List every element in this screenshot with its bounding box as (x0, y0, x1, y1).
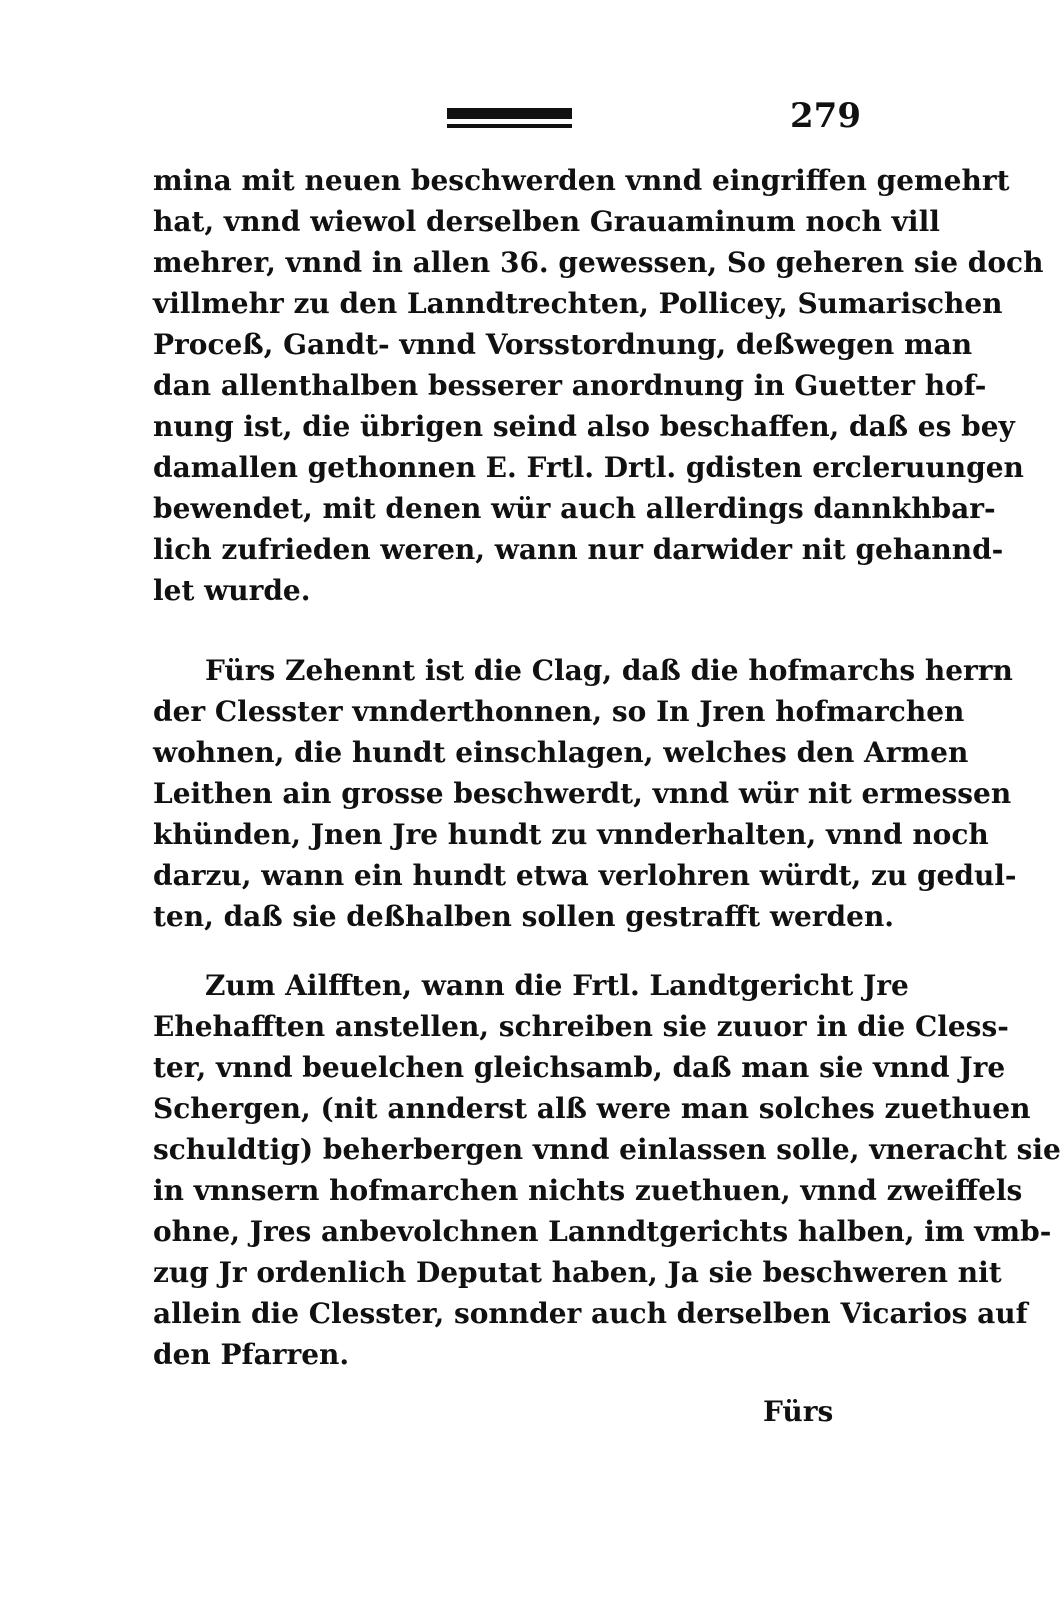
text-line: der Clesster vnnderthonnen, so In Jren hofmarchen (153, 695, 965, 728)
text-line: den Pfarren. (153, 1338, 350, 1371)
text-line: in vnnsern hofmarchen nichts zuethuen, vnnd zweiffels (153, 1174, 1023, 1207)
text-line: Ehehafften anstellen, schreiben sie zuuor in die Cless- (153, 1010, 1009, 1043)
text-line: schuldtig) beherbergen vnnd einlassen solle, vneracht sie (153, 1133, 1061, 1166)
text-line: mina mit neuen beschwerden vnnd eingriffen gemehrt (153, 164, 1010, 197)
text-line: mehrer, vnnd in allen 36. gewessen, So geheren sie doch (153, 246, 1044, 279)
text-line: hat, vnnd wiewol derselben Grauaminum noch vill (153, 205, 940, 238)
text-line: allein die Clesster, sonnder auch derselben Vicarios auf (153, 1297, 1028, 1330)
text-line: villmehr zu den Lanndtrechten, Pollicey, Sumarischen (153, 287, 1003, 320)
text-line: Proceß, Gandt- vnnd Vorsstordnung, deßwegen man (153, 328, 973, 361)
text-line: Leithen ain grosse beschwerdt, vnnd wür nit ermessen (153, 777, 1012, 810)
catchword: Fürs (763, 1395, 834, 1428)
text-line: darzu, wann ein hundt etwa verlohren würdt, zu gedul- (153, 859, 1017, 892)
text-line: damallen gethonnen E. Frtl. Drtl. gdisten ercleruungen (153, 451, 1024, 484)
header-rule-thin (447, 124, 572, 128)
text-line: ohne, Jres anbevolchnen Lanndtgerichts halben, im vmb- (153, 1215, 1052, 1248)
text-line: ten, daß sie deßhalben sollen gestrafft werden. (153, 900, 895, 933)
paragraph-3 (153, 965, 1061, 1375)
text-line: Schergen, (nit annderst alß were man solches zuethuen (153, 1092, 1031, 1125)
text-line: let wurde. (153, 574, 311, 607)
text-line: Fürs Zehennt ist die Clag, daß die hofmarchs herrn (205, 654, 1013, 687)
text-line: nung ist, die übrigen seind also beschaffen, daß es bey (153, 410, 1015, 443)
text-line: lich zufrieden weren, wann nur darwider nit gehannd- (153, 533, 1004, 566)
text-line: bewendet, mit denen wür auch allerdings dannkhbar- (153, 492, 996, 525)
header-rule-thick (447, 108, 572, 119)
text-line: wohnen, die hundt einschlagen, welches den Armen (153, 736, 969, 769)
paragraph-1 (153, 160, 1044, 611)
text-line: dan allenthalben besserer anordnung in Guetter hof- (153, 369, 987, 402)
page-number: 279 (790, 96, 861, 136)
text-line: Zum Ailfften, wann die Frtl. Landtgericht Jre (205, 969, 909, 1002)
text-line: ter, vnnd beuelchen gleichsamb, daß man sie vnnd Jre (153, 1051, 1006, 1084)
paragraph-2 (153, 650, 1017, 937)
text-line: khünden, Jnen Jre hundt zu vnnderhalten, vnnd noch (153, 818, 989, 851)
text-line: zug Jr ordenlich Deputat haben, Ja sie beschweren nit (153, 1256, 1002, 1289)
